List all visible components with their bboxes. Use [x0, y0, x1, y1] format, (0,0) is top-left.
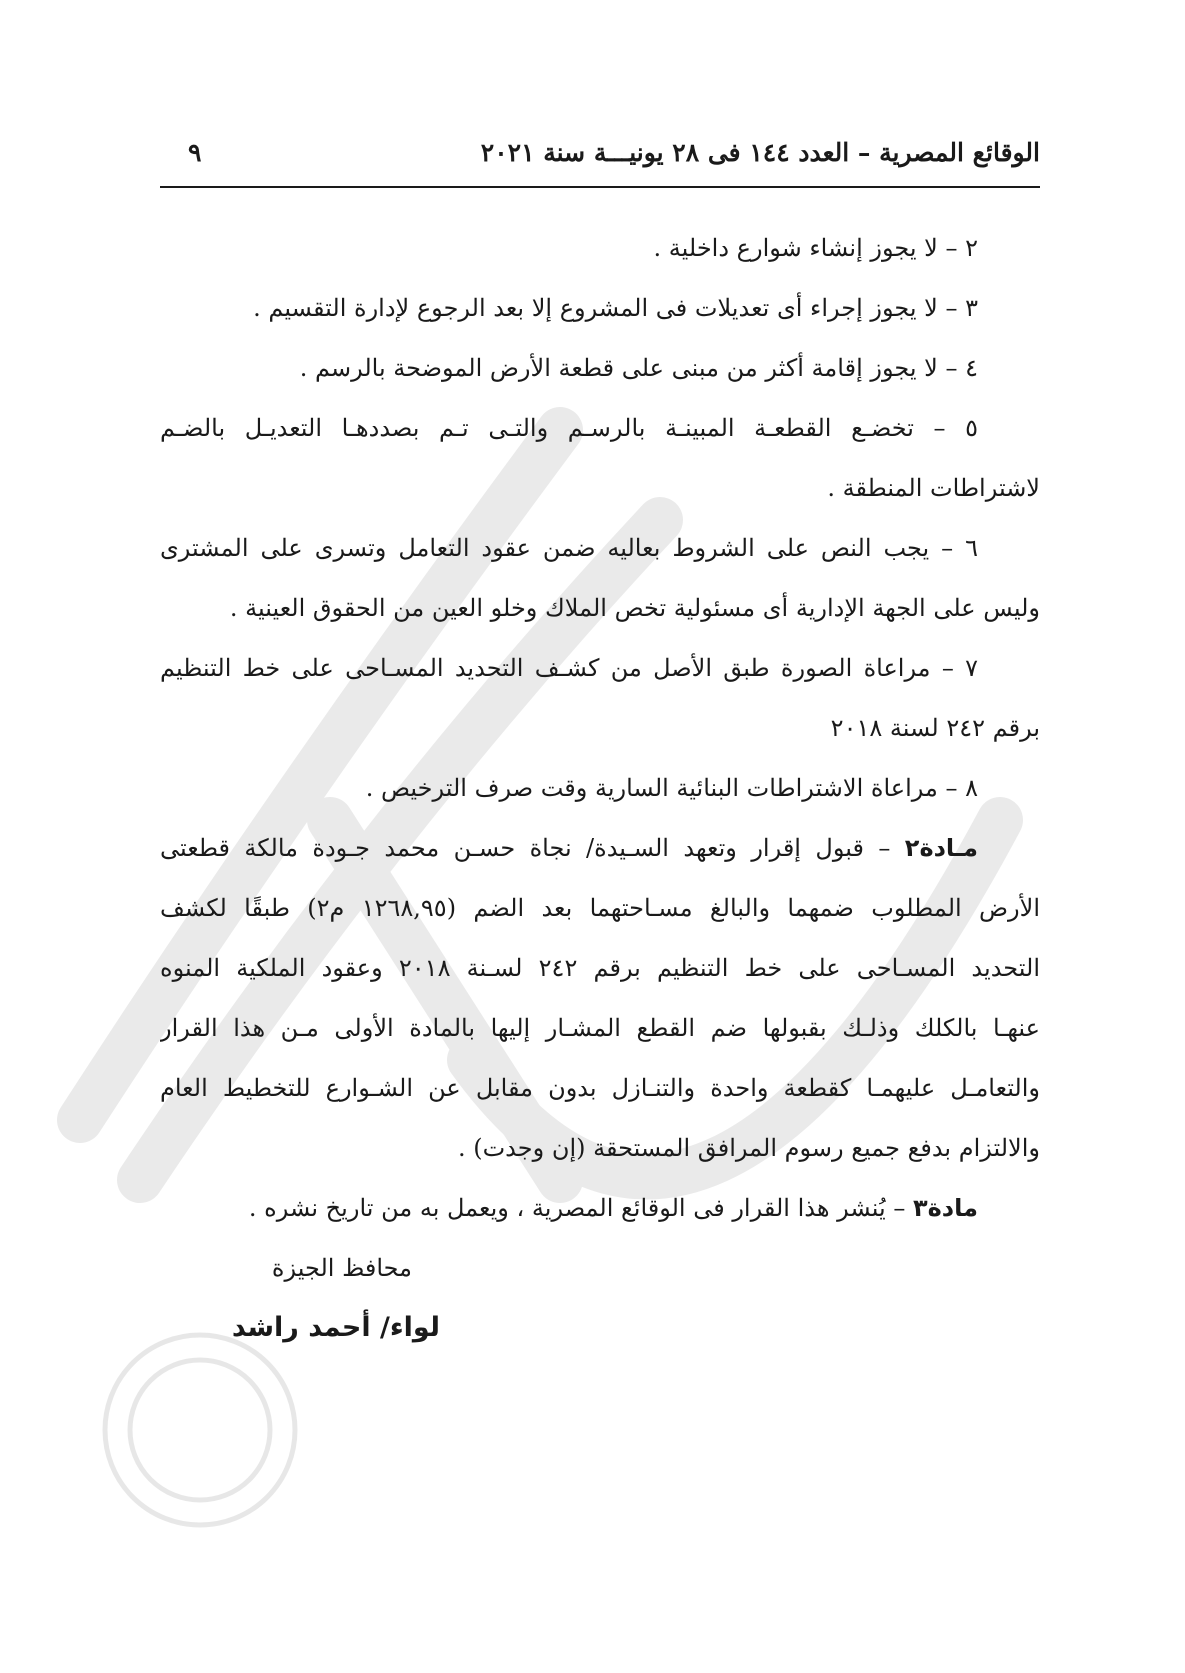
article-2-label: مـادة٢: [904, 834, 978, 862]
article-2-line-5: والتعامـل عليهمـا كقطعة واحدة والتنـازل بدون مقابل عن الشـوارع للتخطيط العام: [160, 1074, 1040, 1102]
article-2-line-1: [160, 818, 1040, 878]
gazette-header-title: الوقائع المصرية – العدد ١٤٤ فى ٢٨ يونيـــة سنة ٢٠٢١: [480, 138, 1040, 167]
governor-title: محافظ الجيزة: [271, 1254, 412, 1282]
page-header: [160, 138, 1040, 186]
article-3-label: مادة٣: [912, 1194, 978, 1222]
header-divider: [160, 186, 1040, 188]
article-2-text-1: – قبول إقرار وتعهد السـيدة/ نجاة حسـن محمد جـودة مالكة قطعتى: [160, 834, 891, 862]
condition-5-line-2: لاشتراطات المنطقة .: [827, 474, 1040, 502]
condition-5-line-1: ٥ – تخضـع القطعـة المبينـة بالرسـم والتـى تـم بصددهـا التعديـل بالضـم: [160, 414, 979, 442]
condition-4: ٤ – لا يجوز إقامة أكثر من مبنى على قطعة الأرض الموضحة بالرسم .: [299, 354, 978, 382]
article-2-line-3: التحديد المسـاحى على خط التنظيم برقم ٢٤٢ لسـنة ٢٠١٨ وعقود الملكية المنوه: [160, 954, 1040, 982]
condition-6-line-2: وليس على الجهة الإدارية أى مسئولية تخص الملاك وخلو العين من الحقوق العينية .: [229, 594, 1040, 622]
article-2-line-2: الأرض المطلوب ضمهما والبالغ مسـاحتهما بعد الضم (١٢٦٨,٩٥ م٢) طبقًا لكشف: [160, 894, 1040, 922]
article-3: [160, 1178, 1040, 1238]
article-3-text: – يُنشر هذا القرار فى الوقائع المصرية ، ويعمل به من تاريخ نشره .: [248, 1194, 906, 1222]
condition-3: ٣ – لا يجوز إجراء أى تعديلات فى المشروع إلا بعد الرجوع لإدارة التقسيم .: [253, 294, 978, 322]
page-number: ٩: [188, 138, 202, 167]
condition-8: ٨ – مراعاة الاشتراطات البنائية السارية وقت صرف الترخيص .: [365, 774, 978, 802]
condition-6-line-1: ٦ – يجب النص على الشروط بعاليه ضمن عقود التعامل وتسرى على المشترى: [160, 534, 978, 562]
condition-2: ٢ – لا يجوز إنشاء شوارع داخلية .: [653, 234, 978, 262]
article-2-line-4: عنهـا بالكلك وذلـك بقبولها ضم القطع المشـار إليها بالمادة الأولى مـن هذا القرار: [160, 1014, 1040, 1042]
article-2-line-6: والالتزام بدفع جميع رسوم المرافق المستحقة (إن وجدت) .: [457, 1134, 1040, 1162]
decree-body: [160, 218, 1040, 1358]
governor-name: لواء/ أحمد راشد: [231, 1312, 440, 1343]
condition-7-line-2: برقم ٢٤٢ لسنة ٢٠١٨: [830, 714, 1040, 742]
condition-7-line-1: ٧ – مراعاة الصورة طبق الأصل من كشـف التحديد المسـاحى على خط التنظيم: [160, 654, 978, 682]
